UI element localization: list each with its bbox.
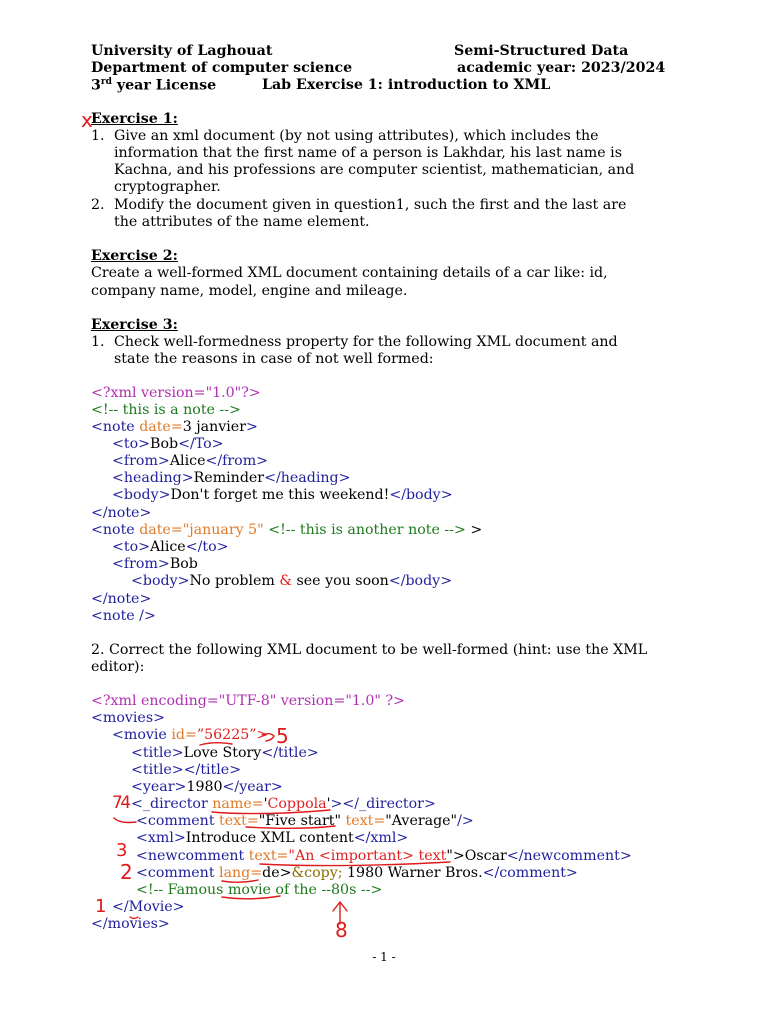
code-line: <newcomment text="An <important> text">Oscar</newcomment> [136,848,632,864]
code-line: <from>Alice</from> [112,453,269,469]
q-text: information that the first name of a person is Lakhdar, his last name is [114,145,622,161]
code-line: <note date="january 5" <!-- this is another note --> > [91,522,483,538]
q-number: 2. [91,197,105,213]
code-line: <movie id=”56225”> [112,727,269,743]
code-line: <body>Don't forget me this weekend!</body> [112,487,453,503]
university-name: University of Laghouat [91,43,273,59]
level-post: year License [111,77,217,94]
code-line: <comment text="Five start" text="Average"/> [136,813,474,829]
exercise-3-q2-cont: editor): [91,659,145,675]
code-line: <note date=3 janvier> [91,419,258,435]
code-line: <comment lang=de>&copy; 1980 Warner Bros.</comment> [136,865,578,881]
code-line: <!-- this is a note --> [91,402,241,418]
code-line: <_director name='Coppola'></_director> [131,796,436,812]
academic-year: academic year: 2023/2024 [457,60,666,76]
exercise-2-title: Exercise 2: [91,248,178,264]
q-text: Give an xml document (by not using attributes), which includes the [114,128,599,144]
exercise-2-text: company name, model, engine and mileage. [91,283,408,299]
handwritten-number-2: 2 [120,860,133,884]
code-line: <xml>Introduce XML content</xml> [136,830,409,846]
code-line: <to>Alice</to> [112,539,229,555]
handwritten-number-74: 7 4 [112,793,128,813]
code-line: </Movie> [112,899,185,915]
code-line: <title>Love Story</title> [131,745,319,761]
code-line: <year>1980</year> [131,779,283,795]
code-line: <?xml version="1.0"?> [91,385,261,401]
exercise-3-q2: 2. Correct the following XML document to be well-formed (hint: use the XML [91,642,648,658]
lab-title: Lab Exercise 1: introduction to XML [262,77,551,93]
code-line: <!-- Famous movie of the --80s --> [136,882,383,898]
code-line: <title></title> [131,762,242,778]
q-number: 1. [91,334,105,350]
exercise-1-q1 [91,128,599,144]
handwritten-number-1: 1 [95,896,107,917]
exercise-1-q2 [91,197,626,213]
code-line: </movies> [91,916,170,932]
code-line: <to>Bob</To> [112,436,224,452]
course-name: Semi-Structured Data [454,43,629,59]
q-text: Modify the document given in question1, such the first and the last are [114,197,627,213]
handwritten-number-5: 5 [276,724,289,748]
code-line: <movies> [91,710,165,726]
level-pre: 3 [91,77,101,94]
page-number: - 1 - [372,950,396,964]
code-line: <heading>Reminder</heading> [112,470,351,486]
q-text: cryptographer. [114,179,221,195]
code-line: <?xml encoding="UTF-8" version="1.0" ?> [91,693,405,709]
q-text: the attributes of the name element. [114,214,370,230]
q-text: Check well-formedness property for the following XML document and [114,334,618,350]
code-line: <body>No problem & see you soon</body> [131,573,453,589]
code-line: <note /> [91,608,156,624]
exercise-3-q1 [91,334,618,350]
handwritten-number-3: 3 [116,840,128,861]
q-text: state the reasons in case of not well formed: [114,351,434,367]
exercise-3-title: Exercise 3: [91,317,178,333]
q-number: 1. [91,128,105,144]
code-line: </note> [91,505,152,521]
level [91,77,216,94]
handwritten-x-mark: x [81,108,93,132]
level-sup: rd [100,77,112,87]
exercise-2-text: Create a well-formed XML document containing details of a car like: id, [91,265,608,281]
department-name: Department of computer science [91,60,353,76]
q-text: Kachna, and his professions are computer scientist, mathematician, and [114,162,635,178]
handwritten-number-8: 8 [335,918,348,942]
code-line: <from>Bob [112,556,198,572]
exercise-1-title: Exercise 1: [91,111,178,127]
code-line: </note> [91,591,152,607]
